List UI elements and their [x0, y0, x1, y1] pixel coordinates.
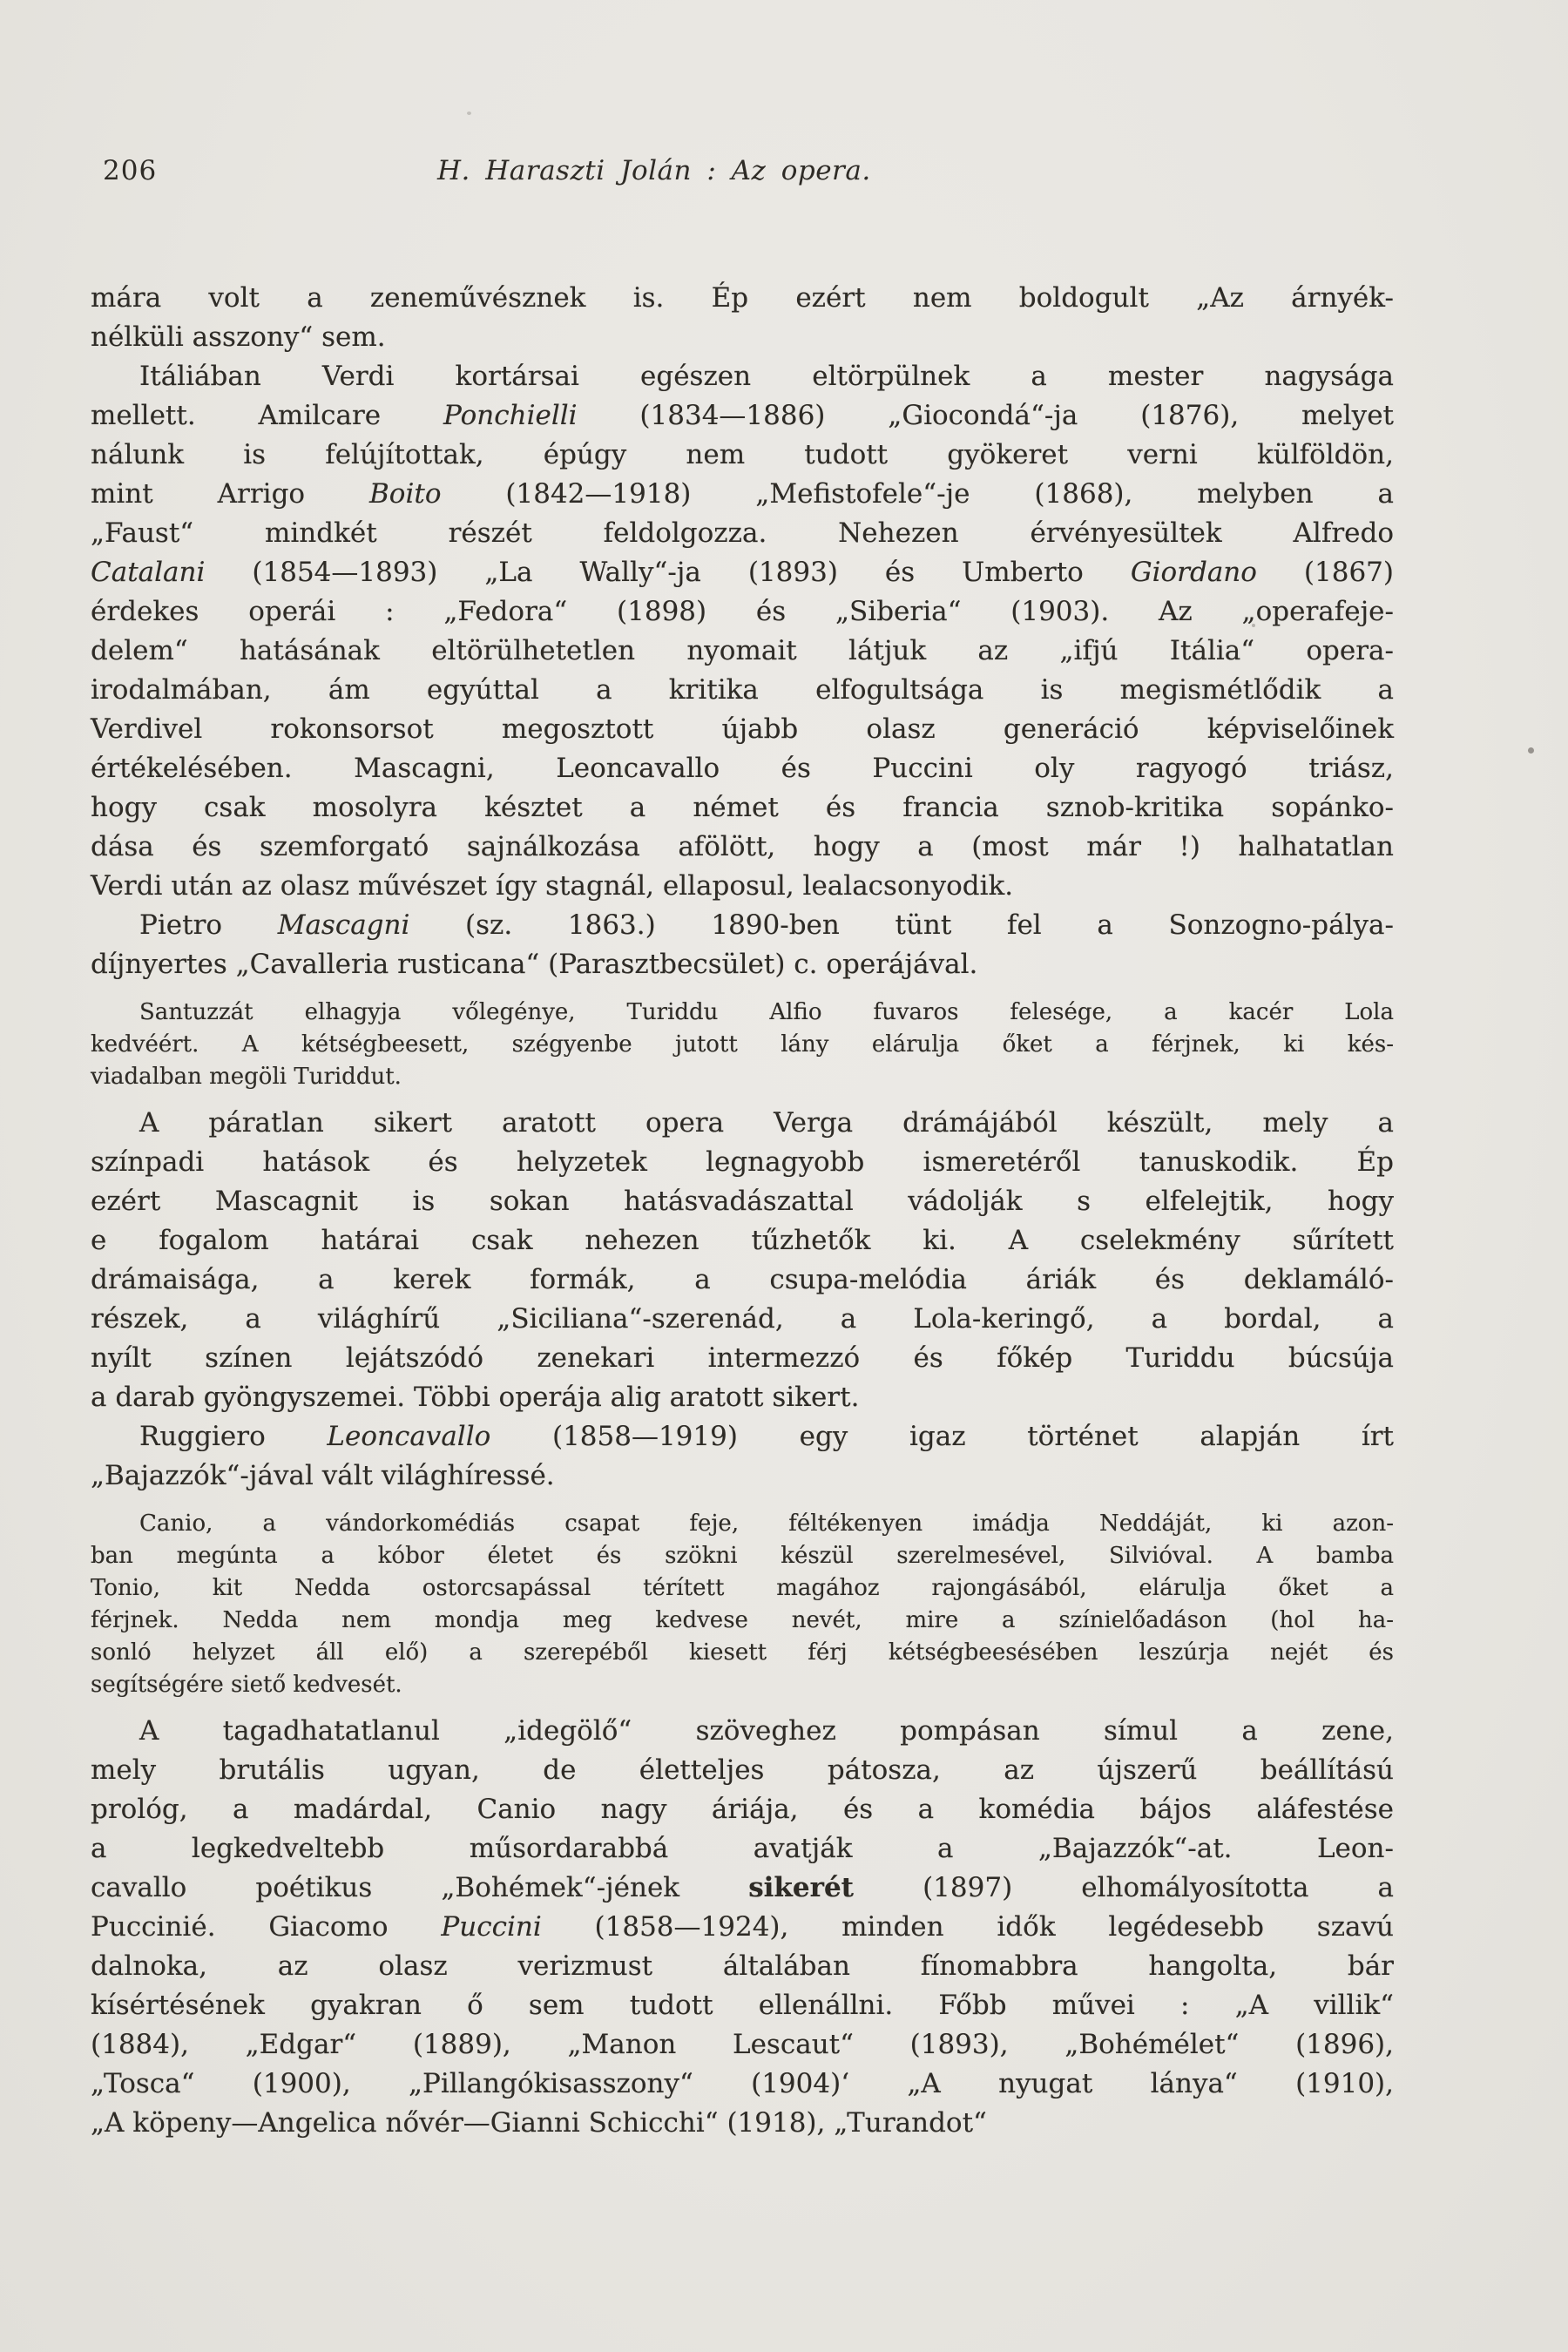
text-segment: „Faust“ mindkét részét feldolgozza. Nehezen érvényesültek Alfredo — [91, 517, 1394, 549]
text-segment: „A köpeny—Angelica nővér—Gianni Schicchi“ (1918), „Turandot“ — [91, 2107, 987, 2139]
paragraph — [91, 906, 1394, 984]
text-segment: mint Arrigo — [91, 478, 370, 510]
text-segment: ban megúnta a kóbor életet és szökni készül szerelmesével, Silvióval. A bamba — [91, 1543, 1394, 1569]
text-line — [91, 1339, 1394, 1378]
paragraph — [91, 1417, 1394, 1496]
text-segment: Pietro — [139, 909, 278, 941]
paragraph — [91, 1712, 1394, 2143]
text-segment: érdekes operái : „Fedora“ (1898) és „Siberia“ (1903). Az „operafeje- — [91, 596, 1394, 627]
text-segment: nálunk is felújítottak, épúgy nem tudott gyökeret verni külföldön, — [91, 439, 1394, 470]
text-segment: A tagadhatatlanul „idegölő“ szöveghez pompásan símul a zene, — [139, 1715, 1394, 1747]
text-segment: Catalani — [91, 557, 206, 588]
text-segment: Leoncavallo — [327, 1421, 491, 1452]
text-segment: színpadi hatások és helyzetek legnagyobb ismeretéről tanuskodik. Ép — [91, 1146, 1394, 1178]
text-line — [91, 1790, 1394, 1829]
page-number: 206 — [103, 155, 158, 186]
text-segment: mellett. Amilcare — [91, 400, 444, 431]
paragraph — [91, 997, 1394, 1093]
text-line — [91, 1605, 1394, 1637]
text-line — [91, 592, 1394, 632]
text-line — [91, 671, 1394, 710]
text-line — [91, 788, 1394, 828]
text-segment: dalnoka, az olasz verizmust általában fínomabbra hangolta, bár — [91, 1950, 1394, 1982]
text-segment: viadalban megöli Turiddut. — [91, 1064, 402, 1090]
text-line — [91, 1712, 1394, 1751]
text-segment: (1854—1893) „La Wally“-ja (1893) és Umberto — [205, 557, 1131, 588]
text-segment: Verdi után az olasz művészet így stagnál, ellaposul, lealacsonyodik. — [91, 870, 1014, 902]
text-segment: (1867) — [1256, 557, 1395, 588]
text-line — [91, 1378, 1394, 1417]
text-line — [91, 1751, 1394, 1790]
text-segment: (1897) elhomályosította a — [854, 1872, 1395, 1903]
text-line — [91, 1143, 1394, 1182]
text-segment: segítségére siető kedvesét. — [91, 1672, 402, 1698]
text-segment: Canio, a vándorkomédiás csapat feje, féltékenyen imádja Neddáját, ki azon- — [139, 1511, 1394, 1537]
scan-speck — [1252, 624, 1255, 627]
text-line — [91, 553, 1394, 592]
text-segment: Giordano — [1130, 557, 1257, 588]
text-line — [91, 1669, 1394, 1701]
text-segment: „Bajazzók“-jával vált világhíressé. — [91, 1460, 555, 1491]
text-line — [91, 475, 1394, 514]
text-line — [91, 1829, 1394, 1869]
text-line — [91, 1182, 1394, 1221]
text-line — [91, 997, 1394, 1029]
text-segment: Verdivel rokonsorsot megosztott újabb olasz generáció képviselőinek — [91, 713, 1394, 745]
text-line — [91, 632, 1394, 671]
text-block — [91, 279, 1394, 2143]
text-line — [91, 828, 1394, 867]
text-segment: mely brutális ugyan, de életteljes pátosza, az újszerű beállítású — [91, 1754, 1394, 1786]
text-segment: Puccinié. Giacomo — [91, 1911, 442, 1943]
text-line — [91, 1637, 1394, 1669]
text-segment: kísértésének gyakran ő sem tudott ellenállni. Főbb művei : „A villik“ — [91, 1990, 1394, 2021]
text-line — [91, 867, 1394, 906]
running-title: H. Haraszti Jolán : Az opera. — [437, 155, 871, 186]
text-line — [91, 906, 1394, 945]
text-segment: kedvéért. A kétségbeesett, szégyenbe jutott lány elárulja őket a férjnek, ki kés- — [91, 1031, 1394, 1058]
text-segment: (1858—1924), minden idők legédesebb szavú — [541, 1911, 1394, 1943]
text-segment: Boito — [369, 478, 442, 510]
text-segment: Tonio, kit Nedda ostorcsapással térített magához rajongásából, elárulja őket a — [91, 1575, 1394, 1601]
text-segment: férjnek. Nedda nem mondja meg kedvese nevét, mire a színielőadáson (hol ha- — [91, 1607, 1394, 1633]
text-line — [91, 749, 1394, 788]
text-line — [91, 945, 1394, 984]
text-segment: Itáliában Verdi kortársai egészen eltörpülnek a mester nagysága — [139, 361, 1394, 392]
text-line — [91, 1417, 1394, 1456]
text-line — [91, 2025, 1394, 2065]
text-segment: (1834—1886) „Giocondá“-ja (1876), melyet — [577, 400, 1394, 431]
text-segment: Santuzzát elhagyja vőlegénye, Turiddu Alfio fuvaros felesége, a kacér Lola — [139, 999, 1394, 1025]
text-segment: sonló helyzet áll elő) a szerepéből kiesett férj kétségbeesésében leszúrja nejét és — [91, 1639, 1394, 1666]
text-segment: részek, a világhírű „Siciliana“-szerenád, a Lola-keringő, a bordal, a — [91, 1303, 1394, 1335]
text-line — [91, 2065, 1394, 2104]
text-line — [91, 1986, 1394, 2025]
text-line — [91, 1456, 1394, 1496]
text-line — [91, 396, 1394, 436]
paragraph — [91, 1508, 1394, 1701]
text-segment: delem“ hatásának eltörülhetetlen nyomait látjuk az „ifjú Itália“ opera- — [91, 635, 1394, 666]
text-line — [91, 1947, 1394, 1986]
text-segment: Mascagni — [277, 909, 410, 941]
text-line — [91, 710, 1394, 749]
paragraph — [91, 357, 1394, 906]
text-segment: Puccini — [441, 1911, 542, 1943]
text-segment: a legkedveltebb műsordarabbá avatják a „Bajazzók“-at. Leon- — [91, 1833, 1394, 1864]
scan-speck — [467, 112, 471, 115]
text-segment: Ruggiero — [139, 1421, 328, 1452]
text-line — [91, 357, 1394, 396]
text-segment: A páratlan sikert aratott opera Verga drámájából készült, mely a — [139, 1107, 1394, 1139]
text-line — [91, 1508, 1394, 1540]
text-line — [91, 1300, 1394, 1339]
text-line — [91, 1260, 1394, 1300]
text-line — [91, 1221, 1394, 1260]
text-segment: nyílt színen lejátszódó zenekari intermezzó és főkép Turiddu búcsúja — [91, 1342, 1394, 1374]
text-line — [91, 436, 1394, 475]
paragraph — [91, 279, 1394, 357]
text-line — [91, 1061, 1394, 1093]
text-segment: cavallo poétikus „Bohémek“-jének — [91, 1872, 749, 1903]
text-segment: „Tosca“ (1900), „Pillangókisasszony“ (1904)‘ „A nyugat lánya“ (1910), — [91, 2068, 1394, 2099]
paragraph — [91, 1104, 1394, 1417]
text-segment: (1842—1918) „Mefistofele“-je (1868), melyben a — [441, 478, 1395, 510]
text-segment: a darab gyöngyszemei. Többi operája alig aratott sikert. — [91, 1382, 860, 1413]
text-line — [91, 1029, 1394, 1061]
text-line — [91, 1572, 1394, 1605]
text-segment: mára volt a zeneművésznek is. Ép ezért nem boldogult „Az árnyék- — [91, 282, 1394, 314]
text-segment: nélküli asszony“ sem. — [91, 321, 386, 353]
text-line — [91, 1908, 1394, 1947]
text-segment: ezért Mascagnit is sokan hatásvadászattal vádolják s elfelejtik, hogy — [91, 1186, 1394, 1217]
text-segment: díjnyertes „Cavalleria rusticana“ (Parasztbecsület) c. operájával. — [91, 949, 978, 980]
text-line — [91, 279, 1394, 318]
text-segment: (1884), „Edgar“ (1889), „Manon Lescaut“ (1893), „Bohémélet“ (1896), — [91, 2029, 1394, 2060]
text-segment: prológ, a madárdal, Canio nagy áriája, és a komédia bájos aláfestése — [91, 1794, 1394, 1825]
text-line — [91, 1104, 1394, 1143]
text-segment: sikerét — [748, 1872, 854, 1903]
text-segment: irodalmában, ám egyúttal a kritika elfogultsága is megismétlődik a — [91, 674, 1394, 706]
text-segment: Ponchielli — [443, 400, 578, 431]
scan-speck — [1528, 747, 1534, 754]
text-segment: (1858—1919) egy igaz történet alapján írt — [490, 1421, 1395, 1452]
text-line — [91, 1869, 1394, 1908]
page-header — [0, 155, 1568, 199]
text-segment: dása és szemforgató sajnálkozása afölött, hogy a (most már !) halhatatlan — [91, 831, 1394, 862]
text-segment: (sz. 1863.) 1890-ben tünt fel a Sonzogno-pálya- — [409, 909, 1394, 941]
text-segment: hogy csak mosolyra késztet a német és francia sznob-kritika sopánko- — [91, 792, 1394, 823]
text-line — [91, 1540, 1394, 1572]
text-line — [91, 318, 1394, 357]
text-segment: e fogalom határai csak nehezen tűzhetők ki. A cselekmény sűrített — [91, 1225, 1394, 1256]
text-line — [91, 2104, 1394, 2143]
text-segment: drámaisága, a kerek formák, a csupa-melódia áriák és deklamáló- — [91, 1264, 1394, 1295]
text-line — [91, 514, 1394, 553]
text-segment: értékelésében. Mascagni, Leoncavallo és Puccini oly ragyogó triász, — [91, 753, 1394, 784]
